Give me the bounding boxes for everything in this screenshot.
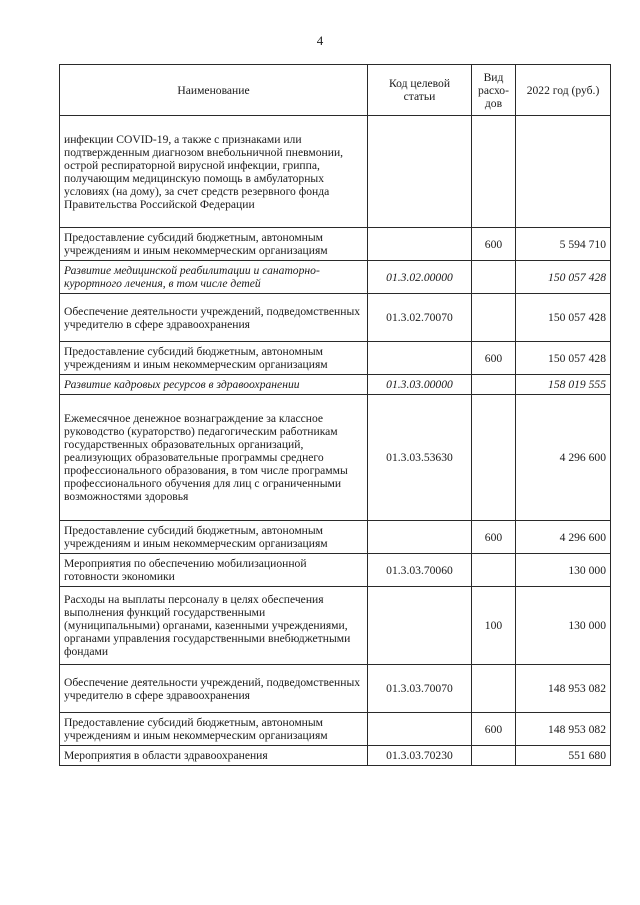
table-row	[60, 554, 611, 587]
row-type-cell: 600	[472, 713, 516, 746]
row-type-cell	[472, 116, 516, 228]
row-code-cell: 01.3.03.70060	[368, 554, 472, 587]
row-type-cell	[472, 554, 516, 587]
row-code-cell	[368, 228, 472, 261]
row-amount-cell: 130 000	[516, 587, 611, 665]
row-name-cell: инфекции COVID-19, а также с признаками или подтвержденным диагнозом внебольничной пневмонии, острой респираторной вирусной инфекции, гриппа, получающим медицинскую помощь в амбулаторных условиях (на дому), за счет средств резервного фонда Правительства Российской Федерации	[60, 116, 368, 228]
row-amount-cell: 4 296 600	[516, 395, 611, 521]
row-amount-cell	[516, 116, 611, 228]
row-amount-cell: 5 594 710	[516, 228, 611, 261]
row-name-cell: Предоставление субсидий бюджетным, автономным учреждениям и иным некоммерческим организациям	[60, 713, 368, 746]
table-row	[60, 713, 611, 746]
table-row	[60, 665, 611, 713]
table-header-row	[60, 65, 611, 116]
row-amount-cell: 130 000	[516, 554, 611, 587]
row-code-cell	[368, 116, 472, 228]
row-code-cell: 01.3.03.70070	[368, 665, 472, 713]
row-code-cell: 01.3.02.00000	[368, 261, 472, 294]
header-type: Вид расхо-дов	[472, 65, 516, 116]
row-type-cell	[472, 746, 516, 766]
row-name-cell: Предоставление субсидий бюджетным, автономным учреждениям и иным некоммерческим организациям	[60, 342, 368, 375]
row-name-cell: Развитие кадровых ресурсов в здравоохранении	[60, 375, 368, 395]
row-name-cell: Расходы на выплаты персоналу в целях обеспечения выполнения функций государственными (муниципальными) органами, казенными учреждениями, органами управления государственными внебюджетными фондами	[60, 587, 368, 665]
table-row	[60, 294, 611, 342]
header-code: Код целевой статьи	[368, 65, 472, 116]
row-type-cell	[472, 294, 516, 342]
page-number: 4	[316, 33, 324, 48]
table-row	[60, 342, 611, 375]
row-code-cell: 01.3.03.00000	[368, 375, 472, 395]
header-name: Наименование	[60, 65, 368, 116]
row-name-cell: Обеспечение деятельности учреждений, подведомственных учредителю в сфере здравоохранения	[60, 294, 368, 342]
table-row	[60, 261, 611, 294]
row-code-cell: 01.3.02.70070	[368, 294, 472, 342]
row-amount-cell: 148 953 082	[516, 713, 611, 746]
table-row	[60, 228, 611, 261]
row-amount-cell: 4 296 600	[516, 521, 611, 554]
row-code-cell	[368, 521, 472, 554]
row-name-cell: Предоставление субсидий бюджетным, автономным учреждениям и иным некоммерческим организациям	[60, 228, 368, 261]
row-name-cell: Мероприятия в области здравоохранения	[60, 746, 368, 766]
row-type-cell: 600	[472, 342, 516, 375]
budget-table	[59, 64, 611, 766]
row-type-cell	[472, 665, 516, 713]
row-amount-cell: 150 057 428	[516, 342, 611, 375]
row-type-cell	[472, 375, 516, 395]
row-name-cell: Ежемесячное денежное вознаграждение за классное руководство (кураторство) педагогическим работникам государственных образовательных организаций, реализующих образовательные программы среднего профессионального образования, в том числе программы профессионального обучения для лиц с ограниченными возможностями здоровья	[60, 395, 368, 521]
row-name-cell: Обеспечение деятельности учреждений, подведомственных учредителю в сфере здравоохранения	[60, 665, 368, 713]
row-amount-cell: 150 057 428	[516, 261, 611, 294]
table-body	[60, 116, 611, 766]
table-row	[60, 587, 611, 665]
table-row	[60, 375, 611, 395]
row-type-cell: 600	[472, 521, 516, 554]
row-amount-cell: 150 057 428	[516, 294, 611, 342]
row-code-cell	[368, 342, 472, 375]
row-code-cell	[368, 713, 472, 746]
table-row	[60, 116, 611, 228]
row-amount-cell: 158 019 555	[516, 375, 611, 395]
row-type-cell: 600	[472, 228, 516, 261]
row-amount-cell: 551 680	[516, 746, 611, 766]
header-amount: 2022 год (руб.)	[516, 65, 611, 116]
row-name-cell: Развитие медицинской реабилитации и санаторно-курортного лечения, в том числе детей	[60, 261, 368, 294]
row-type-cell	[472, 395, 516, 521]
row-type-cell	[472, 261, 516, 294]
row-name-cell: Мероприятия по обеспечению мобилизационной готовности экономики	[60, 554, 368, 587]
row-code-cell	[368, 587, 472, 665]
row-code-cell: 01.3.03.70230	[368, 746, 472, 766]
table-row	[60, 746, 611, 766]
row-code-cell: 01.3.03.53630	[368, 395, 472, 521]
table-row	[60, 521, 611, 554]
row-type-cell: 100	[472, 587, 516, 665]
row-name-cell: Предоставление субсидий бюджетным, автономным учреждениям и иным некоммерческим организациям	[60, 521, 368, 554]
row-amount-cell: 148 953 082	[516, 665, 611, 713]
table-row	[60, 395, 611, 521]
